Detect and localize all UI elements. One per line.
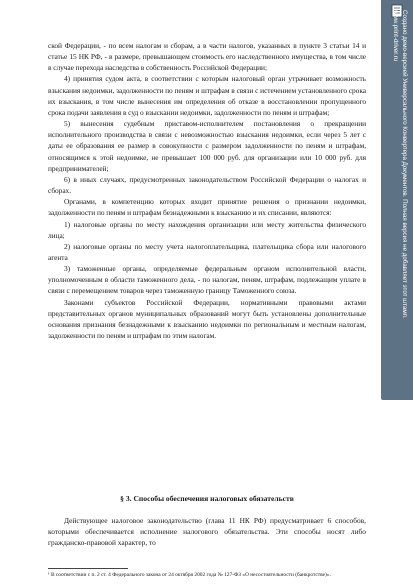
section-body xyxy=(48,515,366,548)
section-heading: § 3. Способы обеспечения налоговых обязательств xyxy=(120,494,294,503)
list-item-5: 5) вынесения судебным приставом-исполнителем постановления о прекращении исполнительного производства в связи с невозможностью взыскания недоимки, если через 5 лет с даты ее образования ее размер в совокупности с размером задолженности по пеням и штрафам, относящимся к этой недоимке, не превышает 100 000 руб. для организации или 10 000 руб. для предпринимателей; xyxy=(48,119,366,173)
watermark-text xyxy=(381,4,413,404)
paragraph-organs: Органами, в компетенцию которых входит принятие решения о признании недоимки, задолженности по пеням и штрафам безнадежными к взысканию и их списании, являются: xyxy=(48,197,366,218)
organ-item-3: 3) таможенные органы, определяемые федеральным органом исполнительной власти, уполномоченным в области таможенного дела, - по налогам, пеням, штрафам, подлежащим уплате в связи с перемещением товаров через таможенную границу Таможенного союза. xyxy=(48,264,366,296)
footnote-divider xyxy=(48,568,128,569)
footnote: ¹ В соответствии с п. 2 ст. 4 Федерального закона от 24 октября 2002 года № 127-ФЗ «О несостоятельности (банкротстве)». xyxy=(48,572,331,578)
paragraph-continuation: ской Федерации, - по всем налогам и сборам, а в части налогов, указанных в пункте 3 статьи 14 и статье 15 НК РФ, - в размере, превышающем стоимость его наследственного имущества, в том числе в случае перехода наследства в собственность Российской Федерации; xyxy=(48,41,366,73)
watermark-link[interactable]: www.print-driver.ru xyxy=(392,10,399,62)
paragraph-regional-laws: Законами субъектов Российской Федерации, нормативными правовыми актами представительных органов муниципальных образований могут быть установлены дополнительные основания признания безнадежными к взысканию недоимки по региональным и местным налогам, задолженности по пеням и штрафам по этим налогам. xyxy=(48,297,366,341)
body-text xyxy=(48,40,366,341)
list-item-4: 4) принятия судом акта, в соответствии с которым налоговый орган утрачивает возможность взыскания недоимки, задолженности по пеням и штрафам в связи с истечением установленного срока их взыскания, в том числе вынесения им определения об отказе в восстановлении пропущенного срока подачи заявления в суд о взыскании недоимки, задолженности по пеням и штрафам; xyxy=(48,74,366,117)
list-item-6: 6) в иных случаях, предусмотренных законодательством Российской Федерации о налогах и сборах. xyxy=(48,174,366,196)
watermark-line-1: Создано демо-версией Универсального Конвертера Документов. Полная версия не добавляет этот штамп. xyxy=(401,10,408,319)
organ-item-2: 2) налоговые органы по месту учета налогоплательщика, плательщика сбора или налогового агента xyxy=(48,241,366,262)
section-intro-paragraph: Действующее налоговое законодательство (глава 11 НК РФ) предусматривает 6 способов, которыми обеспечивается исполнение налогового обязательства. Эти способы носят либо гражданско-правовой характер, то xyxy=(48,516,366,548)
organ-item-1: 1) налоговые органы по месту нахождения организации или месту жительства физического лица; xyxy=(48,219,366,240)
